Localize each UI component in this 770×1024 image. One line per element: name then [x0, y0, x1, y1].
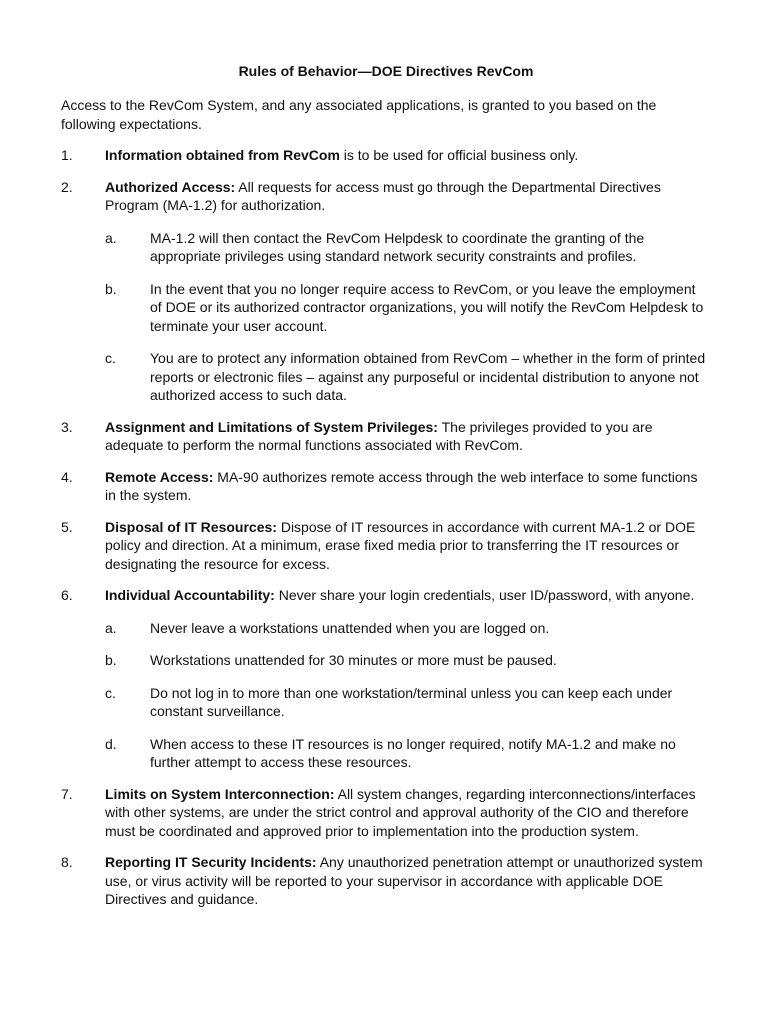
rule-number: 8. — [61, 854, 73, 870]
rule-term: Remote Access: — [105, 468, 214, 485]
subitem-text: When access to these IT resources is no longer required, notify MA-1.2 and make no further attempt to access these resources. — [150, 735, 676, 770]
rule-number: 2. — [61, 178, 73, 195]
subitem-text: In the event that you no longer require access to RevCom, or you leave the employment of DOE or its authorized contractor organizations, you will notify the RevCom Helpdesk to terminate your user account. — [150, 280, 704, 334]
subitem-text: You are to protect any information obtained from RevCom – whether in the form of printed reports or electronic files – against any purposeful or incidental distribution to anyone not authorized access to such data. — [150, 350, 706, 403]
subitem-text: Never leave a workstations unattended when you are logged on. — [150, 619, 550, 636]
rule-subitem-2b — [105, 280, 711, 336]
rule-subitem-6d — [105, 735, 711, 772]
rule-text: All system changes, regarding interconnections/interfaces with other systems, are under the strict control and approval authority of the CIO and therefore must be coordinated and approved prior to implementation into the production system. — [105, 785, 696, 839]
rule-subitem-6a — [105, 619, 711, 638]
rule-number: 7. — [61, 785, 73, 802]
rule-term: Reporting IT Security Incidents: — [105, 854, 317, 870]
rule-number: 3. — [61, 418, 73, 435]
rule-text: All requests for access must go through the Departmental Directives Program (MA-1.2) for authorization. — [105, 178, 661, 213]
rule-subitem-2c — [105, 349, 711, 405]
subitem-letter: b. — [105, 280, 117, 297]
rule-term: Limits on System Interconnection: — [105, 785, 335, 802]
rule-item-6 — [61, 586, 711, 772]
document-page — [61, 62, 711, 922]
subitem-letter: b. — [105, 652, 117, 668]
rule-item-4 — [61, 468, 711, 505]
rule-text: The privileges provided to you are adequate to perform the normal functions associated with RevCom. — [105, 418, 653, 453]
rule-term: Information obtained from RevCom — [105, 147, 340, 163]
subitem-letter: d. — [105, 735, 117, 752]
rule-number: 5. — [61, 518, 73, 535]
subitem-letter: a. — [105, 229, 117, 246]
rule-subitem-6c — [105, 684, 711, 721]
rule-item-8 — [61, 853, 711, 909]
rule-item-7 — [61, 785, 711, 841]
rule-item-1 — [61, 146, 711, 165]
rule-subitem-6b — [105, 651, 711, 670]
rule-text: Never share your login credentials, user ID/password, with anyone. — [274, 587, 695, 603]
rule-item-5 — [61, 518, 711, 574]
rule-subitem-2a — [105, 229, 711, 266]
rule-number: 4. — [61, 468, 73, 485]
rule-text: Dispose of IT resources in accordance with current MA-1.2 or DOE policy and direction. At a minimum, erase fixed media prior to transferring the IT resources or designating the resource for excess. — [105, 518, 696, 572]
subitem-letter: a. — [105, 619, 117, 636]
subitem-text: MA-1.2 will then contact the RevCom Helpdesk to coordinate the granting of the appropriate privileges using standard network security constraints and profiles. — [150, 229, 645, 264]
rule-term: Individual Accountability: — [105, 587, 275, 603]
subitem-letter: c. — [105, 350, 116, 366]
rule-term: Authorized Access: — [105, 178, 236, 195]
intro-paragraph: Access to the RevCom System, and any associated applications, is granted to you based on the following expectations. — [61, 97, 657, 132]
rule-text: MA-90 authorizes remote access through the web interface to some functions in the system. — [105, 468, 698, 503]
rule-item-2 — [61, 178, 711, 405]
document-title: Rules of Behavior—DOE Directives RevCom — [238, 63, 534, 79]
subitem-text: Workstations unattended for 30 minutes or more must be paused. — [150, 652, 557, 668]
subitem-text: Do not log in to more than one workstation/terminal unless you can keep each under constant surveillance. — [150, 684, 673, 719]
rule-term: Assignment and Limitations of System Privileges: — [105, 418, 438, 435]
rule-text: Any unauthorized penetration attempt or unauthorized system use, or virus activity will be reported to your supervisor in accordance with applicable DOE Directives and guidance. — [105, 854, 703, 907]
rule-text: is to be used for official business only. — [339, 147, 579, 163]
rule-item-3 — [61, 418, 711, 455]
rule-term: Disposal of IT Resources: — [105, 518, 277, 535]
rule-number: 6. — [61, 587, 73, 603]
subitem-letter: c. — [105, 684, 116, 701]
rule-number: 1. — [61, 147, 73, 163]
